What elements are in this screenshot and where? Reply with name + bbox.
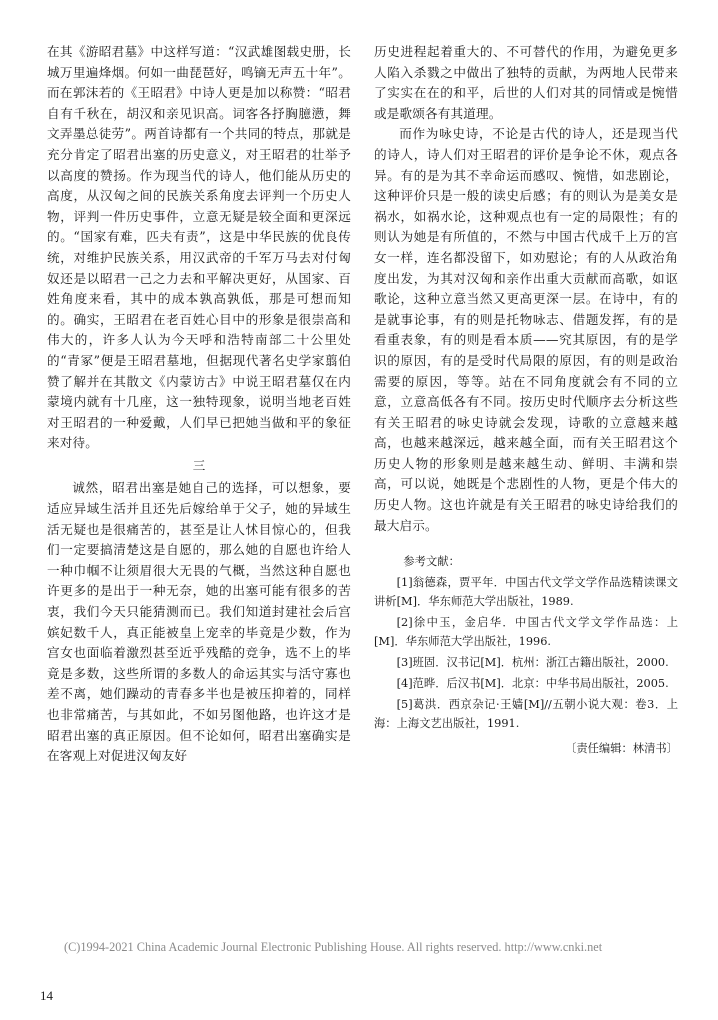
right-column <box>374 42 678 758</box>
body-paragraph: 而作为咏史诗，不论是古代的诗人，还是现当代的诗人，诗人们对王昭君的评价是争论不休，观点各异。有的是为其不幸命运而感叹、惋惜，如悲剧论，这种评价只是一般的读史后感；有的则认为是美女是祸水，如祸水论，这种观点也有一定的局限性；有的则认为她是有所值的，不然与中国古代成千上万的宫女一样，连名都没留下，如劝慰论；有的人从政治角度出发，为其对汉匈和亲作出重大贡献而高歌，如讴歌论，这种立意当然又更高更深一层。在诗中，有的是就事论事，有的则是托物咏志、借题发挥，有的是看重表象，有的则是看本质——究其原因，有的是学识的原因，有的是受时代局限的原因，有的则是政治需要的原因，等等。站在不同角度就会有不同的立意，立意高低各有不同。按历史时代顺序去分析这些有关王昭君的咏史诗就会发现，诗歌的立意越来越高，也越来越深远，越来越全面，而有关王昭君这个历史人物的形象则是越来越生动、鲜明、丰满和崇高，可以说，她既是个悲剧性的人物，更是个伟大的历史人物。这也许就是有关王昭君的咏史诗给我们的最大启示。 <box>374 126 678 533</box>
reference-item: [4]范晔．后汉书[M]．北京：中华书局出版社，2005. <box>396 677 669 691</box>
page-number: 14 <box>40 988 53 1003</box>
editor-note: 〔责任编辑：林清书〕 <box>565 742 678 756</box>
left-column <box>47 42 351 767</box>
body-paragraph: 历史进程起着重大的、不可替代的作用，为避免更多人陷入杀戮之中做出了独特的贡献，为两地人民带来了实实在在的和平，后世的人们对其的同情或是惋惜或是歌颂各有其道理。 <box>374 44 678 121</box>
reference-item: [1]翁德森，贾平年．中国古代文学文学作品选精读课文讲析[M]．华东师范大学出版社，1989. <box>374 576 678 609</box>
body-paragraph: 诚然，昭君出塞是她自己的选择，可以想象，要适应异域生活并且还先后嫁给单于父子，她的异域生活无疑也是很痛苦的，甚至是让人怵目惊心的，但我们一定要搞清楚这是自愿的，那么她的自愿也许给人一种巾帼不让须眉很大无畏的气概，当然这种自愿也许更多的是出于一种无奈，她的出塞可能有很多的苦衷，我们今天只能猜测而已。我们知道封建社会后宫嫔妃数千人，真正能被皇上宠幸的毕竟是少数，作为宫女也面临着激烈甚至近乎残酷的竞争，选不上的毕竟是多数，这些所谓的多数人的命运其实与活守寡也差不离，她们躁动的青春多半也是被压抑着的，同样也非常痛苦，与其如此，不如另图他路，也许这才是昭君出塞的真正原因。但不论如何，昭君出塞确实是在客观上对促进汉匈友好 <box>47 480 351 764</box>
references-title: 参考文献： <box>403 555 460 569</box>
reference-item: [3]班固．汉书记[M]．杭州：浙江古籍出版社，2000. <box>396 656 669 670</box>
reference-item: [2]徐中玉，金启华．中国古代文学文学作品选：上[M]．华东师范大学出版社，1996. <box>374 616 678 649</box>
references-section <box>374 552 678 733</box>
body-paragraph: 在其《游昭君墓》中这样写道：“汉武雄图载史册，长城万里遍烽烟。何如一曲琵琶好，鸣镝无声五十年”。而在郭沫若的《王昭君》中诗人更是加以称赞：“昭君自有千秋在，胡汉和亲见识高。词客各抒胸臆懑，舞文弄墨总徒劳”。两首诗都有一个共同的特点，那就是充分肯定了昭君出塞的历史意义，对王昭君的壮举予以高度的赞扬。作为现当代的诗人，他们能从历史的高度，从汉匈之间的民族关系角度去评判一个历史人物，评判一件历史事件，立意无疑是较全面和更深远的。“国家有难，匹夫有责”，这是中华民族的优良传统，对维护民族关系，用汉武帝的千军万马去对付匈奴还是以昭君一己之力去和平解决更好，从国家、百姓角度来看，其中的成本孰高孰低，那是可想而知的。确实，王昭君在老百姓心目中的形象是很崇高和伟大的，许多人认为今天呼和浩特南部二十公里处的“青冢”便是王昭君墓地，但据现代著名史学家翦伯赞了解并在其散文《内蒙访古》中说王昭君墓仅在内蒙境内就有十几座，这一独特现象，说明当地老百姓对王昭君的一种爱戴，人们早已把她当做和平的象征来对待。 <box>47 44 351 451</box>
copyright-footer: (C)1994-2021 China Academic Journal Electronic Publishing House. All rights reserved. http://www.cnki.net <box>64 940 603 954</box>
section-number: 三 <box>192 457 206 473</box>
reference-item: [5]葛洪．西京杂记·王嫱[M]//五朝小说大观：卷3．上海：上海文艺出版社，1991. <box>374 698 678 731</box>
